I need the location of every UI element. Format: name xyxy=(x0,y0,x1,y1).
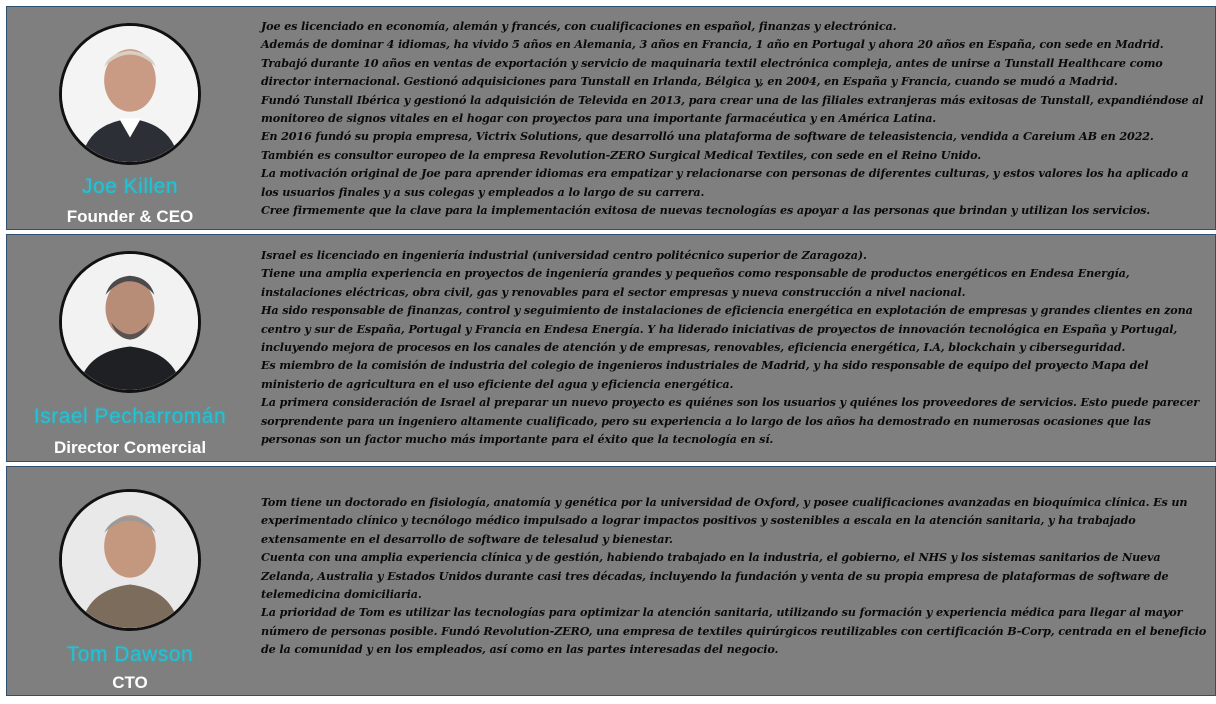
member-role: CTO xyxy=(112,673,148,692)
bio-paragraph: También es consultor europeo de la empresa Revolution-ZERO Surgical Medical Textiles, con sede en el Reino Unido. xyxy=(261,147,981,162)
bio-paragraph: Fundó Tunstall Ibérica y gestionó la adquisición de Televida en 2013, para crear una de las filiales extranjeras más exitosas de Tunstall, expandiéndose al monitoreo de signos vitales en el hogar con proyectos para una importante farmacéutica y en América Latina. xyxy=(261,92,1204,126)
member-bio xyxy=(261,493,1207,659)
member-name: Tom Dawson xyxy=(66,643,194,666)
portrait-photo xyxy=(59,489,201,631)
bio-paragraph: Joe es licenciado en economía, alemán y francés, con cualificaciones en español, finanzas y electrónica. xyxy=(261,19,897,33)
member-name: Israel Pecharromán xyxy=(33,405,227,428)
bio-paragraph: Trabajó durante 10 años en ventas de exportación y servicio de maquinaria textil electrónica compleja, antes de unirse a Tunstall Healthcare como director internacional. Gestionó adquisiciones para Tunstall en Irlanda, Bélgica y, en 2004, en España y Francia, cuando se mudó a Madrid. xyxy=(261,55,1163,89)
member-role: Founder & CEO xyxy=(66,207,194,226)
team-member-card xyxy=(6,466,1216,696)
member-name: Joe Killen xyxy=(81,175,179,198)
bio-paragraph: La prioridad de Tom es utilizar las tecnologías para optimizar la atención sanitaria, utilizando su formación y experiencia médica para llegar al mayor número de personas posible. Fundó Revolution-ZERO, una empresa de textiles quirúrgicos reutilizables con certificación B-Corp, centrada en el beneficio de la comunidad y en los empleados, así como en las partes interesadas del negocio. xyxy=(261,605,1207,657)
bio-paragraph: Cree firmemente que la clave para la implementación exitosa de nuevas tecnologías es apoyar a las personas que brindan y utilizan los servicios. xyxy=(261,203,1151,218)
bio-paragraph: Es miembro de la comisión de industria del colegio de ingenieros industriales de Madrid, y ha sido responsable de equipo del proyecto Mapa del ministerio de agricultura en el uso eficiente del agua y eficiencia energética. xyxy=(261,358,1149,391)
bio-paragraph: La primera consideración de Israel al preparar un nuevo proyecto es quiénes son los usuarios y quiénes los proveedores de servicios. Esto puede parecer sorprendente para un ingeniero altamente cualificado, pero su experiencia a lo largo de los años ha demostrado en numerosas ocasiones que las personas son un factor mucho más importante para el éxito que la tecnología en sí. xyxy=(261,395,1199,447)
bio-paragraph: Tiene una amplia experiencia en proyectos de ingeniería grandes y pequeños como responsable de productos energéticos en Endesa Energía, instalaciones eléctricas, obra civil, gas y renovables para el sector empresas y nueva construcción a nivel nacional. xyxy=(261,266,1130,299)
member-bio xyxy=(261,17,1207,219)
portrait-photo xyxy=(59,23,201,165)
person-silhouette-icon xyxy=(62,26,198,162)
profile-column xyxy=(7,235,253,461)
profile-column xyxy=(7,467,253,695)
bio-paragraph: Israel es licenciado en ingeniería industrial (universidad centro politécnico superior de Zaragoza). xyxy=(261,248,867,262)
bio-paragraph: Ha sido responsable de finanzas, control y seguimiento de instalaciones de eficiencia energética en explotación de empresas y grandes clientes en zona centro y sur de España, Portugal y Francia en Endesa Energía. Y ha liderado iniciativas de proyectos de innovación tecnológica en España y Portugal, incluyendo mejora de procesos en los canales de atención y de empresas, renovables, eficiencia energética, I.A, blockchain y ciberseguridad. xyxy=(261,303,1193,355)
team-member-card xyxy=(6,6,1216,230)
team-member-card xyxy=(6,234,1216,462)
bio-paragraph: En 2016 fundó su propia empresa, Victrix Solutions, que desarrolló una plataforma de software de teleasistencia, vendida a Careium AB en 2022. xyxy=(261,129,1154,144)
bio-paragraph: Cuenta con una amplia experiencia clínica y de gestión, habiendo trabajado en la industria, el gobierno, el NHS y los sistemas sanitarios de Nueva Zelanda, Australia y Estados Unidos durante casi tres décadas, incluyendo la fundación y venta de su propia empresa de plataformas de software de telemedicina domiciliaria. xyxy=(261,550,1169,602)
member-role: Director Comercial xyxy=(53,438,207,457)
person-silhouette-icon xyxy=(62,254,198,390)
bio-paragraph: La motivación original de Joe para aprender idiomas era empatizar y relacionarse con personas de diferentes culturas, y estos valores los ha aplicado a los usuarios finales y a sus colegas y empleados a lo largo de su carrera. xyxy=(261,166,1189,199)
bio-paragraph: Tom tiene un doctorado en fisiología, anatomía y genética por la universidad de Oxford, y posee cualificaciones avanzadas en bioquímica clínica. Es un experimentado clínico y tecnólogo médico impulsado a lograr impactos positivos y sostenibles a escala en la atención sanitaria, y ha trabajado extensamente en el desarrollo de software de telesalud y bienestar. xyxy=(261,495,1188,546)
member-bio xyxy=(261,246,1207,448)
person-silhouette-icon xyxy=(62,492,198,628)
profile-column xyxy=(7,7,253,229)
portrait-photo xyxy=(59,251,201,393)
bio-paragraph: Además de dominar 4 idiomas, ha vivido 5 años en Alemania, 3 años en Francia, 1 año en Portugal y ahora 20 años en España, con sede en Madrid. xyxy=(261,37,1164,52)
